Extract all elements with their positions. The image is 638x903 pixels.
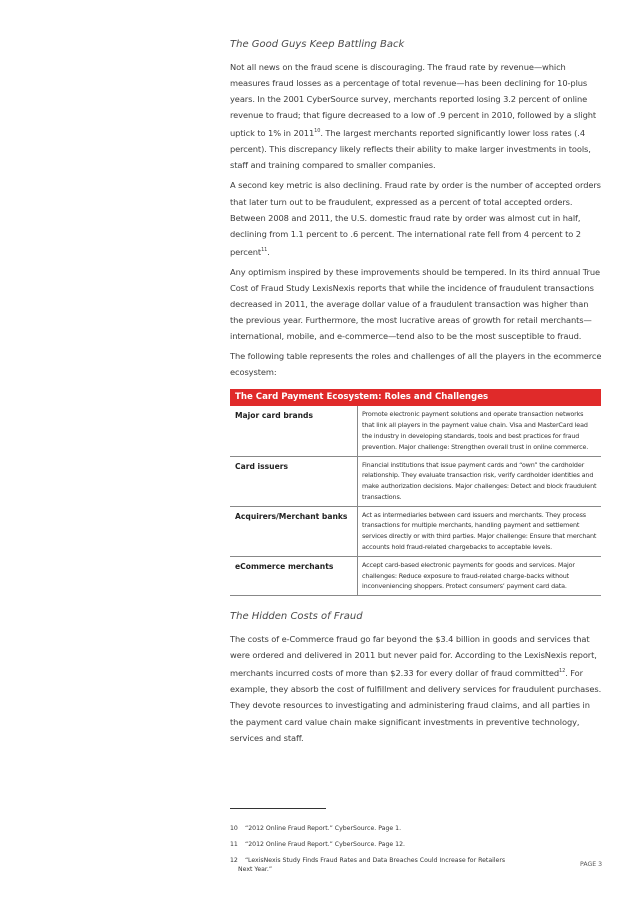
paragraph-text: Not all news on the fraud scene is discouraging. The fraud rate by revenue—which measures fraud losses as a percentage of total revenue—has been declining for 10-plus years. In the 2001 CyberSource survey, merchants reported losing 3.2 percent of online revenue to fraud; that figure decreased to a low of .9 percent in 2010, followed by a slight uptick to 1% in 2011 [230,62,597,139]
footnote-number: 11 [230,841,238,848]
footnote-ref[interactable]: 10 [314,128,321,135]
table-cell-role: eCommerce merchants [230,556,358,595]
footnote [230,824,530,833]
footnote-ref[interactable]: 12 [559,668,566,675]
footnote-number: 10 [230,825,238,832]
table-row [230,556,601,595]
table-row [230,456,601,506]
paragraph [230,59,602,173]
table-cell-description: Act as intermediaries between card issuers and merchants. They process transactions for multiple merchants, handling payment and settlement services directly or with third parties. Major challenge: Ensure that merchant accounts hold fraud-related chargebacks to acceptable levels. [358,506,602,556]
table-cell-role: Card issuers [230,456,358,506]
table-title: The Card Payment Ecosystem: Roles and Challenges [230,389,601,406]
page-number: PAGE 3 [580,861,603,868]
paragraph-text: The costs of e-Commerce fraud go far beyond the $3.4 billion in goods and services that were ordered and delivered in 2011 but never paid for. According to the LexisNexis report, merchants incurred costs of more than $2.33 for every dollar of fraud committed [230,634,597,679]
table-cell-description: Promote electronic payment solutions and operate transaction networks that link all players in the payment value chain. Visa and MasterCard lead the industry in developing standards, tools and best practices for fraud prevention. Major challenge: Strengthen overall trust in online commerce. [358,406,602,456]
main-content [230,38,602,750]
footnote-number: 12 [230,857,238,864]
table-row [230,506,601,556]
paragraph-text: . For example, they absorb the cost of fulfillment and delivery services for fraudulent purchases. They devote resources to investigating and administering fraud claims, and all parties in the payment card value chain make significant investments in preventive technology, services and staff. [230,668,602,743]
section-heading-good-guys: The Good Guys Keep Battling Back [230,39,405,50]
footnote-text-continued: Next Year.” [238,866,273,873]
paragraph-text: . [267,246,270,257]
table-cell-description: Accept card-based electronic payments for goods and services. Major challenges: Reduce exposure to fraud-related charge-backs without inconveniencing shoppers. Protect consumers’ payment card data. [358,556,602,595]
table-cell-role: Acquirers/Merchant banks [230,506,358,556]
footnotes [230,824,530,881]
roles-table [230,406,601,596]
paragraph: The following table represents the roles and challenges of all the players in the ecommerce ecosystem: [230,351,602,378]
footnote-ref[interactable]: 11 [261,246,268,253]
paragraph-text: . The largest merchants reported significantly lower loss rates (.4 percent). This discrepancy likely reflects their ability to make larger investments in tools, staff and training compared to smaller companies. [230,128,591,171]
footnote [230,840,530,849]
ecosystem-table [230,389,601,596]
paragraph-text: A second key metric is also declining. Fraud rate by order is the number of accepted orders that later turn out to be fraudulent, expressed as a percent of total accepted orders. Between 2008 and 2011, the U.S. domestic fraud rate by order was almost cut in half, declining from 1.1 percent to .6 percent. The international rate fell from 4 percent to 2 percent [230,180,601,257]
paragraph [230,177,602,259]
table-row [230,406,601,456]
paragraph [230,631,602,745]
table-cell-description: Financial institutions that issue payment cards and “own” the cardholder relationship. They evaluate transaction risk, verify cardholder identities and make authorization decisions. Major challenges: Detect and block fraudulent transactions. [358,456,602,506]
footnote-text: “2012 Online Fraud Report.” CyberSource. Page 1. [245,825,402,832]
table-cell-role: Major card brands [230,406,358,456]
footnote [230,856,530,874]
footnote-text: “2012 Online Fraud Report.” CyberSource. Page 12. [245,841,405,848]
footnote-text: “LexisNexis Study Finds Fraud Rates and Data Breaches Could Increase for Retailers [245,857,506,864]
section-heading-hidden-costs: The Hidden Costs of Fraud [230,611,363,623]
paragraph: Any optimism inspired by these improvements should be tempered. In its third annual True Cost of Fraud Study LexisNexis reports that while the incidence of fraudulent transactions decreased in 2011, the average dollar value of a fraudulent transaction was higher than the previous year. Furthermore, the most lucrative areas of growth for retail merchants—international, mobile, and e-commerce—tend also to be the most susceptible to fraud. [230,266,601,342]
footnote-divider [230,808,326,809]
